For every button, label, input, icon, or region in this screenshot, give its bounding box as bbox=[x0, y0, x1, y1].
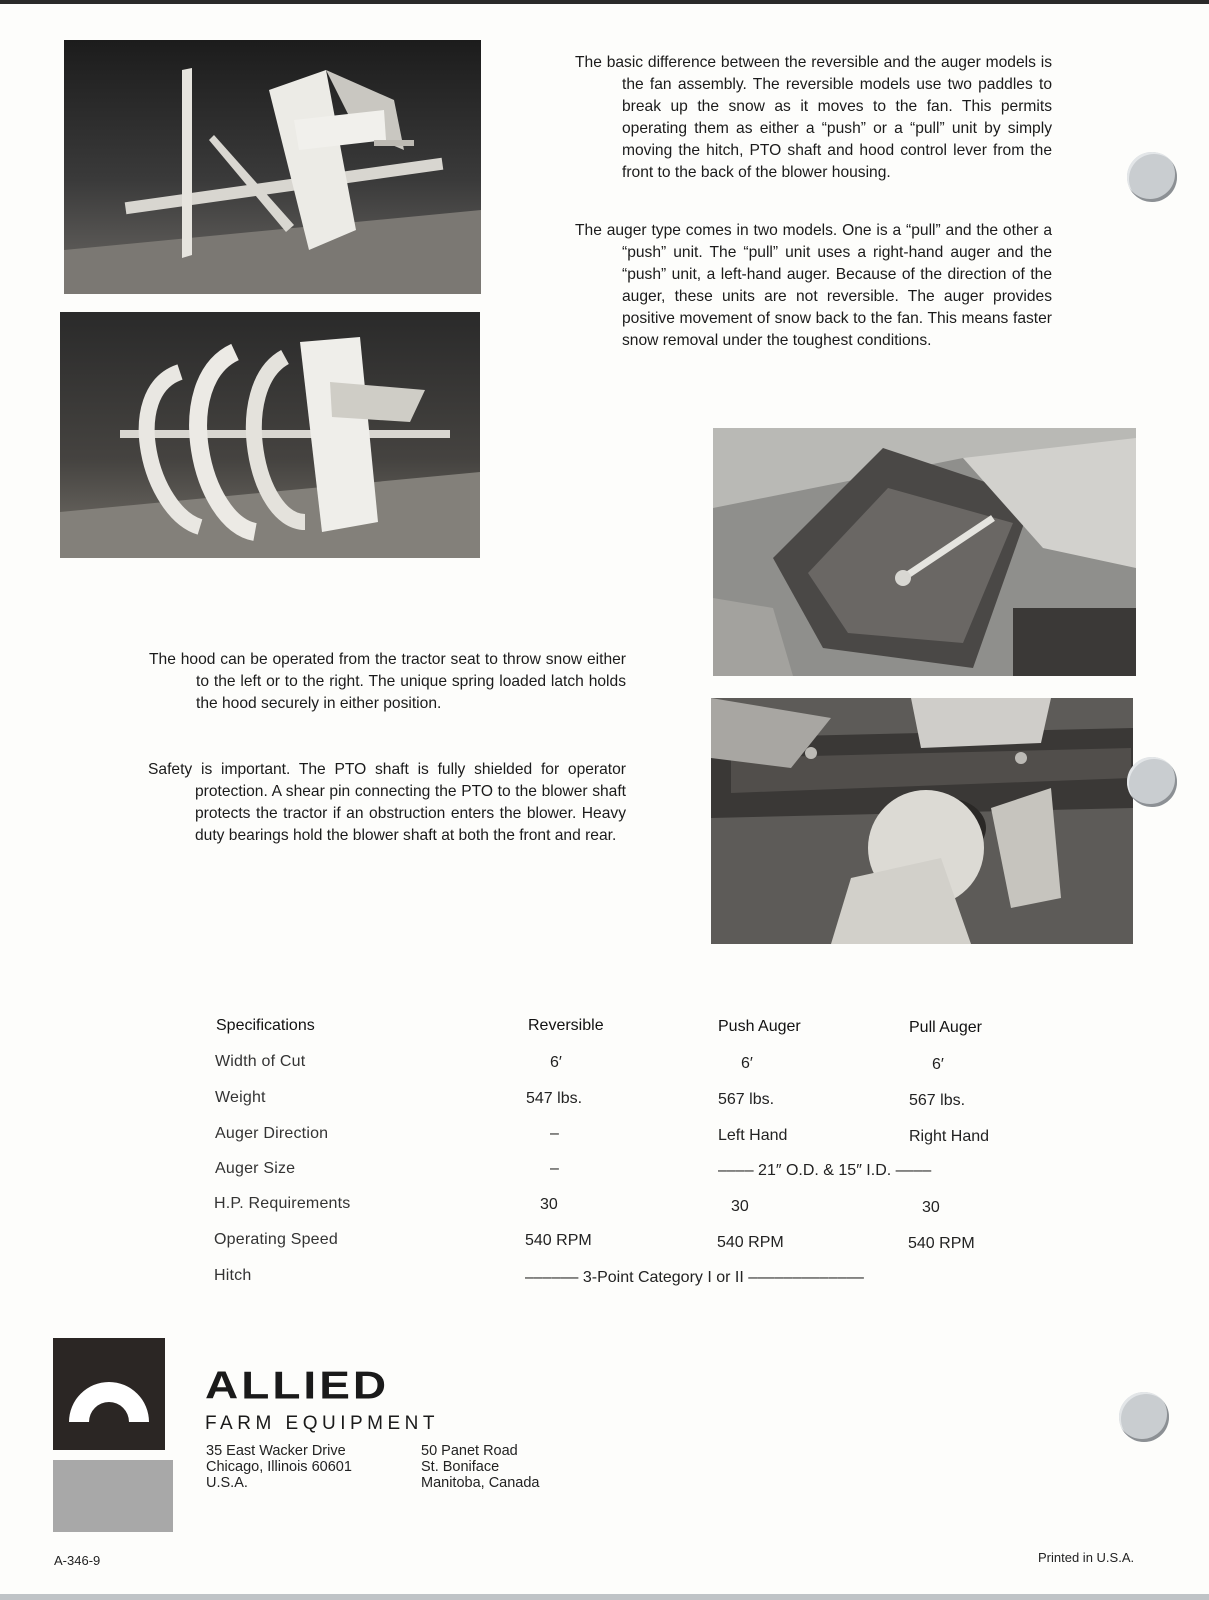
top-border bbox=[0, 0, 1209, 4]
spec-row-label: Hitch bbox=[214, 1267, 252, 1284]
company-tagline: FARM EQUIPMENT bbox=[205, 1413, 440, 1434]
spec-cell-pull: 6′ bbox=[932, 1056, 944, 1073]
bottom-border bbox=[0, 1594, 1209, 1600]
spec-cell-pull: 30 bbox=[922, 1199, 940, 1216]
spec-cell-reversible: – bbox=[550, 1160, 559, 1177]
punch-hole-top bbox=[1127, 152, 1177, 202]
address-line: Manitoba, Canada bbox=[421, 1475, 540, 1491]
spec-header-pull-auger: Pull Auger bbox=[909, 1019, 982, 1036]
spec-header-reversible: Reversible bbox=[528, 1017, 604, 1034]
punch-hole-middle bbox=[1127, 757, 1177, 807]
spec-row-label: Auger Size bbox=[215, 1160, 296, 1177]
pto-shaft-photo bbox=[711, 698, 1133, 944]
address-usa bbox=[206, 1443, 352, 1491]
address-line: 35 East Wacker Drive bbox=[206, 1443, 346, 1459]
form-code: A-346-9 bbox=[54, 1553, 101, 1568]
spec-row-label: Width of Cut bbox=[215, 1053, 306, 1070]
spec-cell-push: 540 RPM bbox=[717, 1234, 784, 1251]
spec-cell-push: 567 lbs. bbox=[718, 1091, 775, 1108]
paragraph-hood-control: The hood can be operated from the tractor seat to throw snow either to the left or to the right. The unique spring loaded latch holds the hood securely in either position. bbox=[149, 651, 626, 712]
paragraph-fan-assembly: The basic difference between the reversible and the auger models is the fan assembly. The reversible models use two paddles to break up the snow as it moves to the fan. This permits operating them as either a “push” or a “pull” unit by simply moving the hitch, PTO shaft and hood control lever from the front to the back of the blower housing. bbox=[575, 54, 1052, 181]
address-line: 50 Panet Road bbox=[421, 1443, 518, 1459]
logo-grey-block bbox=[53, 1460, 173, 1532]
auger-assembly-photo bbox=[60, 312, 480, 558]
reversible-fan-photo bbox=[64, 40, 481, 294]
punch-hole-bottom bbox=[1119, 1392, 1169, 1442]
spec-row-label: H.P. Requirements bbox=[214, 1195, 351, 1212]
spec-cell-reversible: 540 RPM bbox=[525, 1232, 592, 1249]
spec-cell-push: 30 bbox=[731, 1198, 749, 1215]
spec-cell-reversible: 6′ bbox=[550, 1054, 562, 1071]
address-line: Chicago, Illinois 60601 bbox=[206, 1459, 352, 1475]
spec-cell-hitch-span: –––––– 3-Point Category I or II ––––––––––––– bbox=[525, 1269, 864, 1286]
company-logo bbox=[53, 1338, 165, 1450]
spec-cell-reversible: 30 bbox=[540, 1196, 558, 1213]
company-name: ALLIED bbox=[205, 1362, 390, 1408]
hood-latch-photo bbox=[713, 428, 1136, 676]
spec-row-label: Operating Speed bbox=[214, 1231, 338, 1248]
paragraph-auger-type: The auger type comes in two models. One is a “pull” and the other a “push” unit. The “pull” unit uses a right-hand auger and the “push” unit, a left-hand auger. Because of the direction of the auger, these units are not reversible. The auger provides positive movement of snow back to the fan. This means faster snow removal under the toughest conditions. bbox=[575, 222, 1052, 349]
spec-cell-pull: Right Hand bbox=[909, 1128, 990, 1145]
spec-cell-push: Left Hand bbox=[718, 1127, 788, 1144]
spec-cell-reversible: 547 lbs. bbox=[526, 1090, 583, 1107]
spec-row-label: Auger Direction bbox=[215, 1125, 329, 1142]
printed-in: Printed in U.S.A. bbox=[1038, 1550, 1135, 1565]
address-line: U.S.A. bbox=[206, 1475, 248, 1491]
spec-header-label: Specifications bbox=[216, 1017, 315, 1034]
spec-cell-auger-size-span: –––– 21″ O.D. & 15″ I.D. –––– bbox=[718, 1162, 932, 1179]
paragraph-safety: Safety is important. The PTO shaft is fully shielded for operator protection. A shear pin connecting the PTO to the blower shaft protects the tractor if an obstruction enters the blower. Heavy duty bearings hold the blower shaft at both the front and rear. bbox=[148, 761, 626, 844]
spec-cell-reversible: – bbox=[550, 1125, 559, 1142]
spec-cell-pull: 540 RPM bbox=[908, 1235, 975, 1252]
spec-cell-pull: 567 lbs. bbox=[909, 1092, 966, 1109]
spec-header-push-auger: Push Auger bbox=[718, 1018, 801, 1035]
address-line: St. Boniface bbox=[421, 1459, 500, 1475]
spec-row-label: Weight bbox=[215, 1089, 266, 1106]
address-canada bbox=[421, 1443, 540, 1491]
spec-cell-push: 6′ bbox=[741, 1055, 753, 1072]
